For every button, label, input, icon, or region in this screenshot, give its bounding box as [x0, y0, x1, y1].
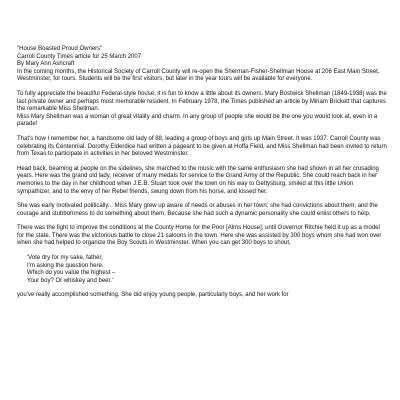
paragraph-fight: There was the fight to improve the conditions at the County Home for the Poor [Alms House], until Governor Ritchie held it up as a model for the state. There was the victorious battle to close 21 saloons in the town. Here she was assisted by 300 boys whom she had won over when she had helped to organize the Boy Scouts in Westminster. When you can get 300 boys to shout, [17, 225, 382, 247]
article-byline: By Mary Ann Ashcraft [17, 61, 75, 68]
poem-quote [27, 255, 388, 285]
poem-line: Your boy? Or whiskey and beer.' [27, 277, 113, 284]
paragraph-parade: Head back, beaming at people on the sidelines, she marched to the music with the same enthusiasm she had shown in all her crusading years. Here was the grand old lady, receiver of many medals for service to the Grand Army of the Republic. She could reach back in her memories to the day in her childhood when J.E.B. Stuart took over the town on his way to Gettysburg, smiled at this little Union sympathizer, and to the envy of her Rebel friends, swung down from his horse, and kissed her. [17, 165, 379, 195]
paragraph-closing: you've really accomplished something. She did enjoy young people, particularly boys, and her work for [17, 292, 289, 299]
poem-line: Which do you value the highest – [27, 270, 116, 277]
poem-line: I'm asking the question here. [27, 262, 104, 269]
poem-line: 'Vote dry for my sake, father, [27, 255, 103, 262]
article-title: "House Boasted Proud Owners" [17, 46, 103, 52]
article-source: Carroll County Times article for 25 March 2007 [17, 53, 142, 60]
paragraph-vitality: Miss Mary Shellman was a woman of great vitality and charm. In any group of people she would be the one you would look at, even in a parade! [17, 113, 378, 128]
paragraph-remember: That's how I remember her, a handsome old lady of 88, leading a group of boys and girls up Main Street. It was 1937. Carroll County was celebrating its Centennial. Dorothy Elderdice had written a pageant to be given at Hoffa Field, and Miss Shellman had been invited to return from Texas to participate in activities in her beloved Westminster. [17, 135, 387, 158]
paragraph-political: She was early motivated politically... Miss Mary grew up aware of needs or abuses in her town; she had convictions about them; and the courage and stubbornness to do something about them. Because she had such a dynamic personality she could enlist others to help. [17, 203, 378, 217]
paragraph-owners: To fully appreciate the beautiful Federal-style house, it is fun to know a little about its owners. Mary Bostwick Shellman (1849-1938) was the last private owner and perhaps most memorable resident. In February 1978, the Times published an article by Miriam Brickett that captures the remarkable Miss Shellman. [17, 90, 387, 113]
article-header [17, 46, 388, 69]
paragraph-intro: In the coming months, the Historical Society of Carroll County will re-open the Sherman-Fisher-Shellman House at 206 East Main Street, Westminster, for tours. Students will be the first visitors, but later in the year tours will be available for everyone. [17, 68, 380, 83]
